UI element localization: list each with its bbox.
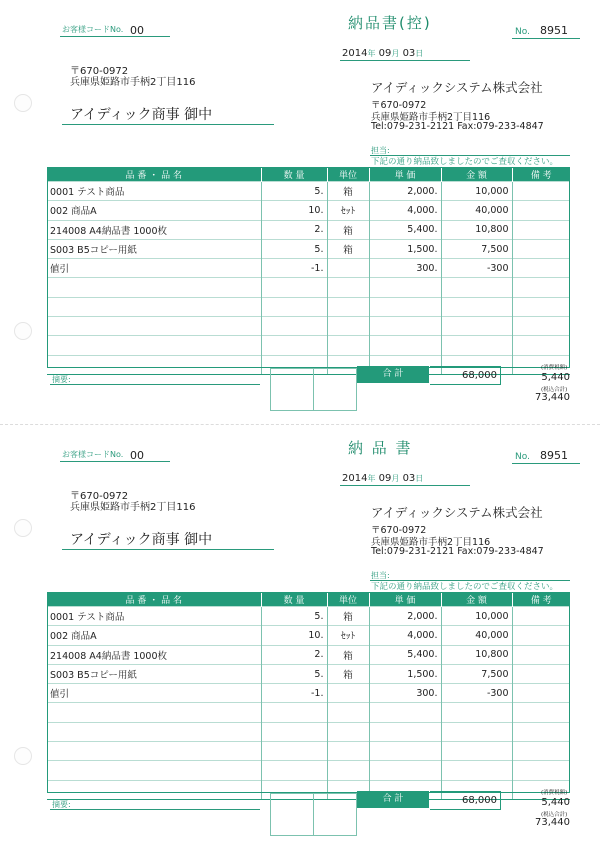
date-year-unit: 年 <box>367 49 376 58</box>
staff-label: 担当: <box>371 146 390 155</box>
item-amount <box>441 742 512 761</box>
table-row <box>47 220 570 239</box>
item-unit <box>327 722 369 741</box>
item-amount: 40,000 <box>441 201 512 220</box>
item-price <box>369 278 441 297</box>
customer-code-label: お客様コードNo. <box>62 450 124 459</box>
total-label: 合 計 <box>357 366 429 383</box>
item-price <box>369 317 441 336</box>
item-unit: ｾｯﾄ <box>327 201 369 220</box>
table-row <box>47 297 570 316</box>
item-name: 214008 A4納品書 1000枚 <box>47 645 261 664</box>
date-underline <box>340 485 470 486</box>
items-table <box>47 592 570 800</box>
item-unit: ｾｯﾄ <box>327 626 369 645</box>
delivery-message: 下記の通り納品致しましたのでご査収ください。 <box>371 582 559 592</box>
item-name: S003 B5コピー用紙 <box>47 239 261 258</box>
date-day: 03 <box>402 473 416 484</box>
table-row <box>47 317 570 336</box>
item-qty: 5. <box>261 182 327 201</box>
date-day: 03 <box>402 48 416 59</box>
item-note <box>512 317 570 336</box>
item-unit: 箱 <box>327 182 369 201</box>
item-qty <box>261 317 327 336</box>
company-name: アイディックシステム株式会社 <box>371 80 543 95</box>
item-amount: 10,800 <box>441 645 512 664</box>
staff-label: 担当: <box>371 571 390 580</box>
remarks-label: 摘要: <box>52 375 71 384</box>
item-name: 0001 テスト商品 <box>47 182 261 201</box>
company-tel-fax: Tel:079-231-2121 Fax:079-233-4847 <box>371 546 544 557</box>
customer-code-underline <box>60 36 170 37</box>
col-header-item: 品 番 ・ 品 名 <box>47 167 261 182</box>
client-zip: 〒670-0972 <box>70 66 129 77</box>
date-year: 2014 <box>342 48 368 59</box>
item-amount: -300 <box>441 259 512 278</box>
item-name: 値引 <box>47 259 261 278</box>
item-amount: 10,800 <box>441 220 512 239</box>
item-amount: 7,500 <box>441 664 512 683</box>
date-month: 09 <box>378 473 392 484</box>
customer-code: 00 <box>130 24 144 37</box>
item-price: 4,000. <box>369 201 441 220</box>
item-note <box>512 239 570 258</box>
issue-date <box>342 473 423 484</box>
item-unit <box>327 278 369 297</box>
col-header-note: 備 考 <box>512 167 570 182</box>
item-amount: 40,000 <box>441 626 512 645</box>
item-amount: 10,000 <box>441 607 512 626</box>
remarks-label: 摘要: <box>52 800 71 809</box>
item-unit <box>327 297 369 316</box>
items-header-row <box>47 167 570 182</box>
stamp-box <box>313 793 357 836</box>
item-name <box>47 278 261 297</box>
total-label: 合 計 <box>357 791 429 808</box>
tax-amount: 5,440 <box>541 797 570 808</box>
slip-title: 納 品 書 <box>348 439 413 457</box>
punch-hole-icon <box>14 322 32 340</box>
item-qty: 5. <box>261 607 327 626</box>
item-amount <box>441 761 512 780</box>
item-qty <box>261 278 327 297</box>
item-name: 214008 A4納品書 1000枚 <box>47 220 261 239</box>
item-name: 002 商品A <box>47 626 261 645</box>
item-qty: 10. <box>261 626 327 645</box>
item-unit <box>327 761 369 780</box>
table-row <box>47 239 570 258</box>
table-row <box>47 742 570 761</box>
tax-amount: 5,440 <box>541 372 570 383</box>
slip-no-label: No. <box>515 452 530 462</box>
item-name <box>47 761 261 780</box>
customer-code: 00 <box>130 449 144 462</box>
table-row <box>47 336 570 355</box>
date-year: 2014 <box>342 473 368 484</box>
item-price: 2,000. <box>369 607 441 626</box>
item-note <box>512 201 570 220</box>
company-zip: 〒670-0972 <box>371 525 427 536</box>
item-qty: 5. <box>261 664 327 683</box>
slip-title: 納品書(控) <box>348 14 432 32</box>
slip-no-underline <box>512 463 580 464</box>
item-amount <box>441 278 512 297</box>
table-row <box>47 201 570 220</box>
col-header-qty: 数 量 <box>261 167 327 182</box>
grand-total-label: (税込合計) <box>541 812 568 818</box>
item-price: 300. <box>369 684 441 703</box>
item-note <box>512 607 570 626</box>
item-amount: 10,000 <box>441 182 512 201</box>
company-name: アイディックシステム株式会社 <box>371 505 543 520</box>
item-price <box>369 703 441 722</box>
item-price: 1,500. <box>369 239 441 258</box>
item-note <box>512 684 570 703</box>
company-zip: 〒670-0972 <box>371 100 427 111</box>
punch-hole-icon <box>14 94 32 112</box>
date-year-unit: 年 <box>367 474 376 483</box>
item-qty: 10. <box>261 201 327 220</box>
item-name <box>47 336 261 355</box>
item-note <box>512 664 570 683</box>
items-header-row <box>47 592 570 607</box>
item-price: 5,400. <box>369 645 441 664</box>
item-price: 5,400. <box>369 220 441 239</box>
item-name <box>47 355 261 374</box>
stamp-box <box>270 793 314 836</box>
item-price: 1,500. <box>369 664 441 683</box>
date-month-unit: 月 <box>391 49 400 58</box>
item-note <box>512 742 570 761</box>
item-note <box>512 220 570 239</box>
total-amount: 68,000 <box>462 795 497 806</box>
client-address: 兵庫県姫路市手柄2丁目116 <box>70 77 196 88</box>
remarks-underline <box>50 809 260 810</box>
item-qty: 5. <box>261 239 327 258</box>
item-price: 4,000. <box>369 626 441 645</box>
item-name: 0001 テスト商品 <box>47 607 261 626</box>
item-amount <box>441 297 512 316</box>
item-qty <box>261 722 327 741</box>
item-price <box>369 297 441 316</box>
item-note <box>512 761 570 780</box>
item-note <box>512 722 570 741</box>
col-header-qty: 数 量 <box>261 592 327 607</box>
item-unit <box>327 259 369 278</box>
item-qty <box>261 297 327 316</box>
item-unit <box>327 742 369 761</box>
date-underline <box>340 60 470 61</box>
table-row <box>47 259 570 278</box>
item-price <box>369 761 441 780</box>
item-amount <box>441 722 512 741</box>
col-header-unit: 単位 <box>327 592 369 607</box>
client-name: アイディック商事 御中 <box>70 107 213 123</box>
date-month-unit: 月 <box>391 474 400 483</box>
table-row <box>47 722 570 741</box>
remarks-underline <box>50 384 260 385</box>
item-amount: -300 <box>441 684 512 703</box>
item-unit: 箱 <box>327 607 369 626</box>
delivery-slip <box>0 0 600 424</box>
item-name: 002 商品A <box>47 201 261 220</box>
punch-hole-icon <box>14 519 32 537</box>
customer-code-label: お客様コードNo. <box>62 25 124 34</box>
table-row <box>47 684 570 703</box>
item-note <box>512 259 570 278</box>
item-note <box>512 645 570 664</box>
col-header-price: 単 価 <box>369 167 441 182</box>
item-note <box>512 278 570 297</box>
client-address: 兵庫県姫路市手柄2丁目116 <box>70 502 196 513</box>
item-amount <box>441 317 512 336</box>
delivery-message: 下記の通り納品致しましたのでご査収ください。 <box>371 157 559 167</box>
customer-code-underline <box>60 461 170 462</box>
table-row <box>47 607 570 626</box>
item-note <box>512 336 570 355</box>
company-tel-fax: Tel:079-231-2121 Fax:079-233-4847 <box>371 121 544 132</box>
item-unit: 箱 <box>327 664 369 683</box>
issue-date <box>342 48 423 59</box>
item-qty <box>261 742 327 761</box>
item-price: 2,000. <box>369 182 441 201</box>
total-amount: 68,000 <box>462 370 497 381</box>
stamp-box <box>313 368 357 411</box>
slip-no: 8951 <box>540 24 568 37</box>
item-name <box>47 703 261 722</box>
client-name: アイディック商事 御中 <box>70 532 213 548</box>
item-note <box>512 297 570 316</box>
date-month: 09 <box>378 48 392 59</box>
col-header-price: 単 価 <box>369 592 441 607</box>
client-name-underline <box>62 549 274 550</box>
item-name <box>47 780 261 799</box>
slip-no-label: No. <box>515 27 530 37</box>
date-day-unit: 日 <box>415 49 424 58</box>
tax-label: (消費税額) <box>541 365 568 371</box>
item-qty: -1. <box>261 259 327 278</box>
item-amount <box>441 703 512 722</box>
col-header-amount: 金 額 <box>441 167 512 182</box>
item-unit <box>327 684 369 703</box>
items-table <box>47 167 570 375</box>
tax-label: (消費税額) <box>541 790 568 796</box>
item-qty: 2. <box>261 645 327 664</box>
col-header-unit: 単位 <box>327 167 369 182</box>
item-qty: 2. <box>261 220 327 239</box>
grand-total-amount: 73,440 <box>535 817 570 828</box>
company-address: 兵庫県姫路市手柄2丁目116 <box>371 537 491 548</box>
item-qty <box>261 336 327 355</box>
item-name: 値引 <box>47 684 261 703</box>
col-header-note: 備 考 <box>512 592 570 607</box>
item-qty <box>261 703 327 722</box>
item-amount <box>441 336 512 355</box>
item-unit: 箱 <box>327 239 369 258</box>
item-unit <box>327 317 369 336</box>
item-note <box>512 626 570 645</box>
item-name <box>47 297 261 316</box>
table-row <box>47 664 570 683</box>
col-header-item: 品 番 ・ 品 名 <box>47 592 261 607</box>
table-row <box>47 182 570 201</box>
item-price <box>369 742 441 761</box>
item-price <box>369 336 441 355</box>
client-name-underline <box>62 124 274 125</box>
perforation-line <box>0 424 600 425</box>
table-row <box>47 626 570 645</box>
item-name <box>47 317 261 336</box>
slip-no-underline <box>512 38 580 39</box>
client-zip: 〒670-0972 <box>70 491 129 502</box>
item-amount: 7,500 <box>441 239 512 258</box>
grand-total-amount: 73,440 <box>535 392 570 403</box>
table-row <box>47 761 570 780</box>
slip-no: 8951 <box>540 449 568 462</box>
date-day-unit: 日 <box>415 474 424 483</box>
delivery-slip <box>0 425 600 849</box>
company-address: 兵庫県姫路市手柄2丁目116 <box>371 112 491 123</box>
table-row <box>47 645 570 664</box>
item-unit: 箱 <box>327 220 369 239</box>
item-price <box>369 722 441 741</box>
table-row <box>47 278 570 297</box>
item-note <box>512 182 570 201</box>
item-unit: 箱 <box>327 645 369 664</box>
item-price: 300. <box>369 259 441 278</box>
item-unit <box>327 336 369 355</box>
item-name: S003 B5コピー用紙 <box>47 664 261 683</box>
item-note <box>512 703 570 722</box>
item-name <box>47 722 261 741</box>
item-name <box>47 742 261 761</box>
col-header-amount: 金 額 <box>441 592 512 607</box>
stamp-box <box>270 368 314 411</box>
item-qty: -1. <box>261 684 327 703</box>
table-row <box>47 703 570 722</box>
item-qty <box>261 761 327 780</box>
punch-hole-icon <box>14 747 32 765</box>
item-unit <box>327 703 369 722</box>
grand-total-label: (税込合計) <box>541 387 568 393</box>
